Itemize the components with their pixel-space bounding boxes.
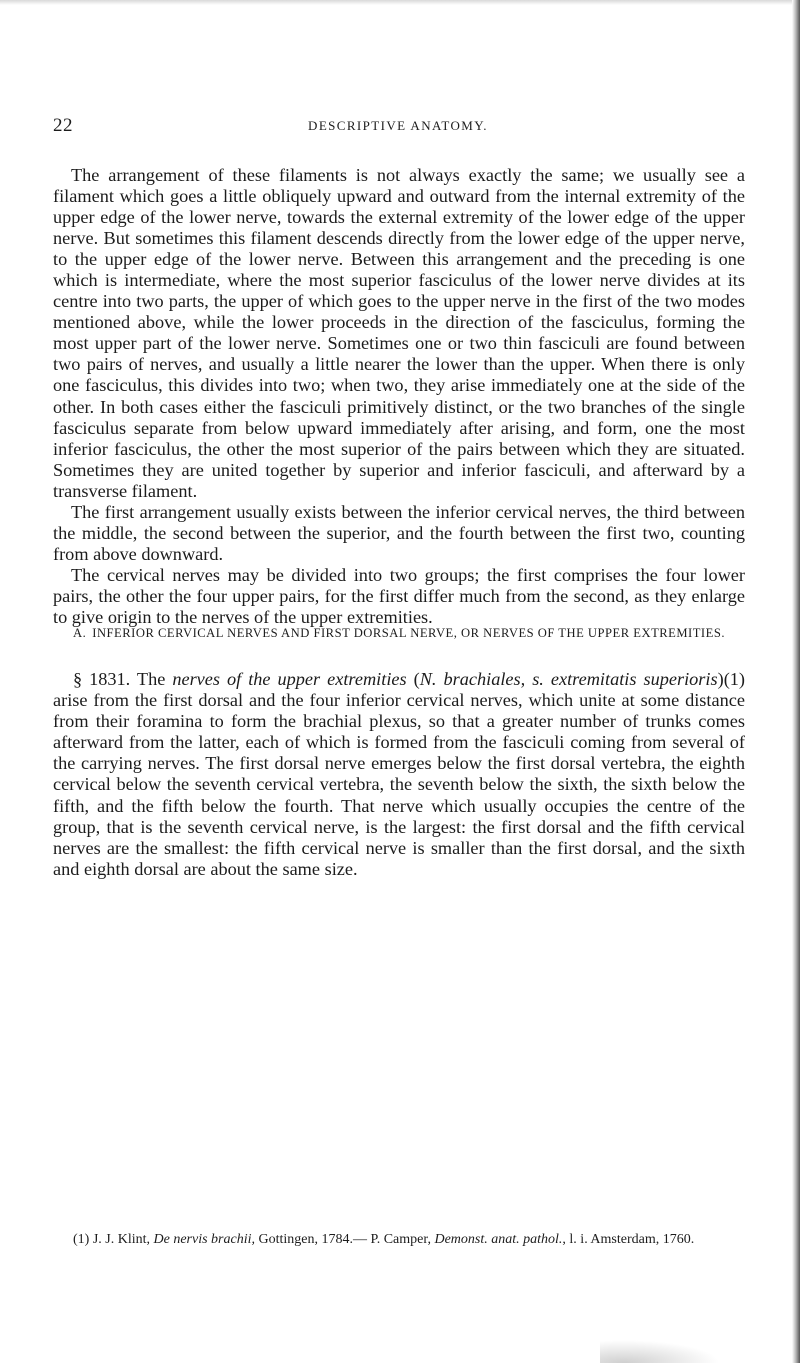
text-run: The xyxy=(136,669,166,689)
text-run: , l. i. Amsterdam, 1760. xyxy=(562,1232,695,1247)
footnote-title: De nervis brachii, xyxy=(153,1232,255,1247)
paragraph: The first arrangement usually exists between the inferior cervical nerves, the third between the middle, the second between the superior, and the fourth between the first two, counting from above downward. xyxy=(53,501,745,564)
running-title: DESCRIPTIVE ANATOMY. xyxy=(308,118,488,133)
top-edge-shadow xyxy=(0,0,800,5)
text-run: Gottingen, 1784.— P. Camper, xyxy=(258,1232,431,1247)
paper-smudge xyxy=(600,1340,720,1363)
section-heading xyxy=(53,625,745,642)
page-number: 22 xyxy=(53,115,73,136)
main-text xyxy=(53,165,745,628)
footnote-marker: (1) J. J. Klint, xyxy=(73,1232,150,1247)
paragraph: The cervical nerves may be divided into two groups; the first comprises the four lower pairs, the other the four upper pairs, for the first differ much from the second, as they enlarge to give origin to the nerves of the upper extremities. xyxy=(53,564,745,627)
text-run: ( xyxy=(413,669,420,689)
section-title: INFERIOR CERVICAL NERVES AND FIRST DORSAL NERVE, OR NERVES OF THE UPPER EXTREMITIES. xyxy=(92,626,725,640)
footnote xyxy=(53,1231,745,1248)
footnote-text xyxy=(53,1231,745,1248)
italic-term: nerves of the upper extremities xyxy=(172,669,407,689)
footnote-title: Demonst. anat. pathol. xyxy=(434,1232,563,1247)
page-edge-shadow xyxy=(792,0,800,1363)
section-mark: § 1831. xyxy=(73,669,131,689)
paragraph: The arrangement of these filaments is not always exactly the same; we usually see a filament which goes a little obliquely upward and outward from the internal extremity of the upper edge of the lower nerve, towards the external extremity of the lower edge of the upper nerve. But sometimes this filament descends directly from the lower edge of the upper nerve, to the upper edge of the lower nerve. Between this arrangement and the preceding is one which is intermediate, where the most superior fasciculus of the lower nerve divides at its centre into two parts, the upper of which goes to the upper nerve in the first of the two modes mentioned above, while the lower proceeds in the direction of the fasciculus, forming the most upper part of the lower nerve. Sometimes one or two thin fasciculi are found between two pairs of nerves, and usually a little nearer the lower than the upper. When there is only one fasciculus, this divides into two; when two, they arise immediately one at the side of the other. In both cases either the fasciculi primitively distinct, or the two branches of the single fasciculus separate from below upward immediately after arising, and form, one the most inferior fasciculus, the other the most superior of the pairs between which they are situated. Sometimes they are united together by superior and inferior fasciculi, and afterward by a transverse filament. xyxy=(53,165,745,501)
section-letter: A. xyxy=(73,626,87,640)
page-header xyxy=(53,115,743,139)
text-run: )(1) arise from the first dorsal and the four inferior cervical nerves, which unite at some distance from their foramina to form the brachial plexus, so that a greater number of trunks comes afterward from the latter, each of which is formed from the fasciculi coming from several of the carrying nerves. The first dorsal nerve emerges below the first dorsal vertebra, the eighth cervical below the seventh cervical vertebra, the seventh below the sixth, the sixth below the fifth, and the fifth below the fourth. That nerve which usually occupies the centre of the group, that is the seventh cervical nerve, is the largest: the first dorsal and the fifth cervical nerves are the smallest: the fifth cervical nerve is smaller than the first dorsal, and the sixth and eighth dorsal are about the same size. xyxy=(53,669,746,879)
paragraph-1831 xyxy=(53,669,745,880)
section-text xyxy=(53,669,745,880)
italic-term: N. brachiales, s. extremitatis superioris xyxy=(419,669,718,689)
